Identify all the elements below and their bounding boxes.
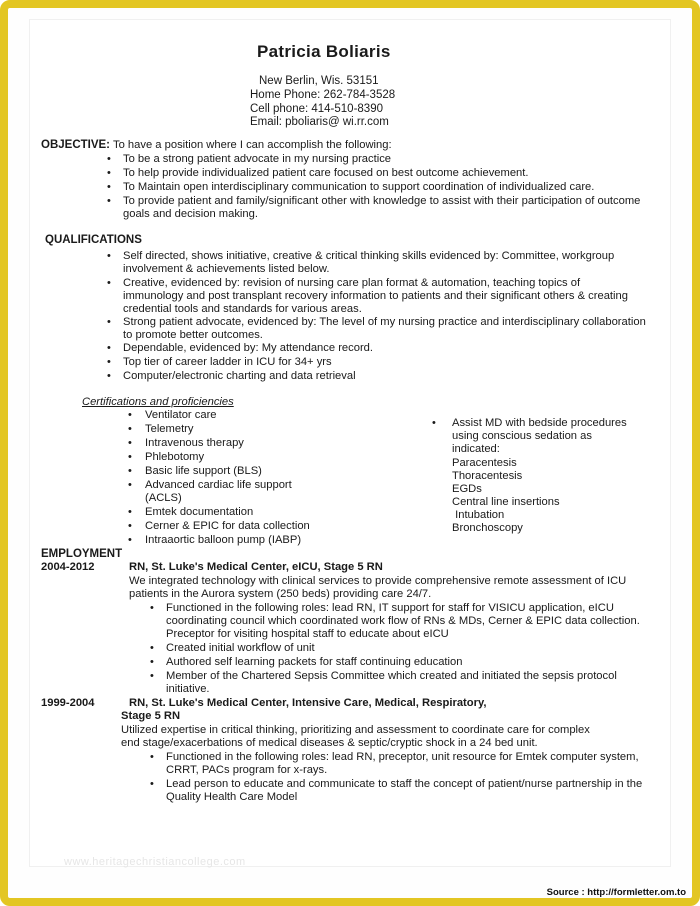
objective-line: goals and decision making. bbox=[123, 208, 258, 220]
employment-heading: EMPLOYMENT bbox=[41, 548, 123, 560]
job-bullet-line: CRRT, PACs program for x-rays. bbox=[166, 764, 328, 776]
bullet-icon: • bbox=[128, 506, 132, 518]
contact-home-phone: Home Phone: 262-784-3528 bbox=[250, 89, 396, 101]
objective-line: To be a strong patient advocate in my nursing practice bbox=[123, 153, 392, 165]
job-position: RN, St. Luke's Medical Center, Intensive Care, Medical, Respiratory, bbox=[129, 697, 487, 709]
bullet-icon: • bbox=[128, 479, 132, 491]
job-summary-line: We integrated technology with clinical services to provide comprehensive remote assessment of ICU bbox=[129, 575, 627, 587]
job-years: 1999-2004 bbox=[41, 697, 95, 709]
bullet-icon: • bbox=[128, 409, 132, 421]
job-bullet-line: Preceptor for visiting hospital staff to educate about eICU bbox=[166, 628, 449, 640]
cert-item: Advanced cardiac life support bbox=[145, 479, 292, 491]
qualification-line: immunology and post transplant recovery information to patients and their significant others & creating bbox=[123, 290, 628, 302]
job-bullet-line: Authored self learning packets for staff continuing education bbox=[166, 656, 463, 668]
procedure-item: Paracentesis bbox=[452, 457, 517, 469]
qualification-line: to promote better outcomes. bbox=[123, 329, 263, 341]
job-position-cont: Stage 5 RN bbox=[121, 710, 181, 722]
job-position: RN, St. Luke's Medical Center, eICU, Stage 5 RN bbox=[129, 561, 383, 573]
procedure-item: indicated: bbox=[452, 443, 500, 455]
job-bullet-line: Functioned in the following roles: lead RN, preceptor, unit resource for Emtek computer system, bbox=[166, 751, 639, 763]
job-summary-line: Utilized expertise in critical thinking, prioritizing and assessment to coordinate care for complex bbox=[121, 724, 590, 736]
cert-item: Intraaortic balloon pump (IABP) bbox=[145, 534, 302, 546]
procedure-item: Bronchoscopy bbox=[452, 522, 523, 534]
qualification-line: credential tools and standards for various areas. bbox=[123, 303, 362, 315]
bullet-icon: • bbox=[150, 642, 154, 654]
watermark-text: www.heritagechristiancollege.com bbox=[64, 856, 246, 868]
cert-item: Phlebotomy bbox=[145, 451, 205, 463]
bullet-icon: • bbox=[107, 342, 111, 354]
qualification-line: Dependable, evidenced by: My attendance record. bbox=[123, 342, 374, 354]
objective-line: To Maintain open interdisciplinary communication to support coordination of individualized care. bbox=[123, 181, 595, 193]
job-bullet-line: Created initial workflow of unit bbox=[166, 642, 315, 654]
bullet-icon: • bbox=[107, 277, 111, 289]
objective-line: To provide patient and family/significant other with knowledge to assist with their participation of outcome bbox=[123, 195, 641, 207]
bullet-icon: • bbox=[128, 520, 132, 532]
cert-item: (ACLS) bbox=[145, 492, 182, 504]
bullet-icon: • bbox=[432, 417, 436, 429]
cert-item: Emtek documentation bbox=[145, 506, 254, 518]
contact-city: New Berlin, Wis. 53151 bbox=[259, 75, 379, 87]
bullet-icon: • bbox=[150, 656, 154, 668]
cert-item: Cerner & EPIC for data collection bbox=[145, 520, 310, 532]
job-bullet-line: Quality Health Care Model bbox=[166, 791, 298, 803]
cert-item: Telemetry bbox=[145, 423, 194, 435]
contact-cell-phone: Cell phone: 414-510-8390 bbox=[250, 103, 383, 115]
bullet-icon: • bbox=[107, 153, 111, 165]
qualification-line: Strong patient advocate, evidenced by: The level of my nursing practice and interdisciplinary collaboration bbox=[123, 316, 646, 328]
objective-heading: OBJECTIVE: bbox=[41, 139, 111, 151]
procedure-item: Intubation bbox=[452, 509, 505, 521]
candidate-name: Patricia Boliaris bbox=[257, 42, 391, 61]
bullet-icon: • bbox=[107, 181, 111, 193]
job-summary-line: patients in the Aurora system (250 beds) providing care 24/7. bbox=[129, 588, 432, 600]
qualification-line: involvement & achievements listed below. bbox=[123, 263, 330, 275]
bullet-icon: • bbox=[128, 534, 132, 546]
cert-item: Basic life support (BLS) bbox=[145, 465, 262, 477]
bullet-icon: • bbox=[128, 451, 132, 463]
bullet-icon: • bbox=[150, 602, 154, 614]
source-credit: Source : http://formletter.om.to bbox=[546, 887, 686, 898]
qualification-line: Computer/electronic charting and data retrieval bbox=[123, 370, 356, 382]
bullet-icon: • bbox=[150, 751, 154, 763]
qualification-line: Creative, evidenced by: revision of nursing care plan format & automation, teaching topics of bbox=[123, 277, 581, 289]
job-bullet-line: initiative. bbox=[166, 683, 210, 695]
qualifications-heading: QUALIFICATIONS bbox=[45, 234, 142, 246]
cert-item: Intravenous therapy bbox=[145, 437, 244, 449]
bullet-icon: • bbox=[107, 316, 111, 328]
bullet-icon: • bbox=[128, 465, 132, 477]
bullet-icon: • bbox=[107, 370, 111, 382]
bullet-icon: • bbox=[107, 167, 111, 179]
bullet-icon: • bbox=[150, 670, 154, 682]
cert-item: Ventilator care bbox=[145, 409, 217, 421]
procedure-item: Assist MD with bedside procedures bbox=[452, 417, 627, 429]
job-bullet-line: Member of the Chartered Sepsis Committee which created and initiated the sepsis protocol bbox=[166, 670, 617, 682]
procedure-item: Thoracentesis bbox=[452, 470, 523, 482]
job-bullet-line: Functioned in the following roles: lead RN, IT support for staff for VISICU application, eICU bbox=[166, 602, 614, 614]
bullet-icon: • bbox=[128, 423, 132, 435]
procedure-item: using conscious sedation as bbox=[452, 430, 592, 442]
job-bullet-line: Lead person to educate and communicate to staff the concept of patient/nurse partnership in the bbox=[166, 778, 643, 790]
qualification-line: Top tier of career ladder in ICU for 34+ yrs bbox=[123, 356, 332, 368]
procedure-item: EGDs bbox=[452, 483, 482, 495]
bullet-icon: • bbox=[107, 250, 111, 262]
procedure-item: Central line insertions bbox=[452, 496, 560, 508]
certifications-heading: Certifications and proficiencies bbox=[82, 396, 234, 408]
contact-email: Email: pboliaris@ wi.rr.com bbox=[250, 116, 389, 128]
job-years: 2004-2012 bbox=[41, 561, 95, 573]
bullet-icon: • bbox=[107, 195, 111, 207]
job-summary-line: end stage/exacerbations of medical diseases & septic/cryptic shock in a 24 bed unit. bbox=[121, 737, 538, 749]
qualification-line: Self directed, shows initiative, creative & critical thinking skills evidenced by: Committee, workgroup bbox=[123, 250, 615, 262]
objective-intro: To have a position where I can accomplish the following: bbox=[113, 139, 392, 151]
bullet-icon: • bbox=[150, 778, 154, 790]
bullet-icon: • bbox=[128, 437, 132, 449]
job-bullet-line: coordinating council which coordinated work flow of RNs & MDs, Cerner & EPIC data collection. bbox=[166, 615, 640, 627]
objective-line: To help provide individualized patient care focused on best outcome achievement. bbox=[123, 167, 529, 179]
bullet-icon: • bbox=[107, 356, 111, 368]
